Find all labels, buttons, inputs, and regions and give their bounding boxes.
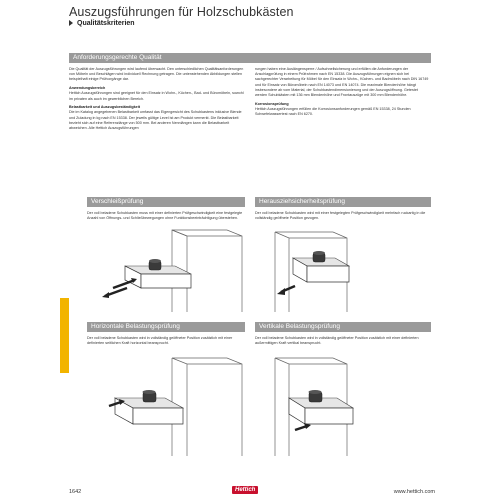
vertical-load-illustration bbox=[255, 356, 431, 456]
section-quality-header: Anforderungsgerechte Qualität bbox=[69, 53, 431, 63]
arrow-in-icon bbox=[113, 280, 135, 288]
paragraph-corrosion: Hettich Auszugsführungen erfüllen die Korrosionsanforderungen gemäß EN 15338, 24 Stunden Schwefelwassertest nach EN 6270. bbox=[255, 106, 411, 117]
page-title: Auszugsführungen für Holzschubkästen bbox=[69, 5, 294, 19]
panel-horizontal-load-text: Der voll beladene Schubkasten wird in vollständig geöffneter Position zusätzlich mit einer definierten seitlichen Kraft horizontal beansprucht. bbox=[87, 336, 233, 346]
panel-vertical-load bbox=[255, 322, 431, 346]
triangle-right-icon bbox=[69, 20, 73, 26]
page-subtitle-text: Qualitätskriterien bbox=[77, 20, 135, 27]
heading-application: Anwendungsbereich bbox=[69, 86, 106, 91]
panel-pullout-test bbox=[255, 197, 431, 221]
panel-pullout-test-text: Der voll beladene Schubkasten wird mit einer festgelegten Prüfgeschwindigkeit mehrfach ruckartig in die vollständig geöffnete Position gezogen. bbox=[255, 211, 426, 221]
paragraph-extension-stop: rungen haben eine Auslängensperre / Aufschnellsicherung und erfüllen die Anforderungen der Anschlagprüfung in einem Prüfrahmen nach EN 15338. Die Auszugsführungen eignen sich bei sachgerechter Verarbeitung für Möbel für den Einsatz in Wohn-, Küchen- und Badmöbeln nach DIN 16749 und für Einsatz von Büromöbeln nach EN 14073 und EN 14074. Die maximale Blendenhöhe hängt insbesondere ab vom Material, der Schubkastendimensionierung und der Auszugsöffnung. Getestet werden Schubkästen mit 136 mm Blendenhöhe und Frontauszüge mit 300 mm Blendenhöhe. bbox=[255, 67, 429, 98]
section-quality-right-column bbox=[255, 67, 431, 121]
panel-wear-test-header: Verschleißprüfung bbox=[87, 197, 245, 207]
horizontal-load-illustration bbox=[87, 356, 245, 456]
panel-horizontal-load-header: Horizontale Belastungsprüfung bbox=[87, 322, 245, 332]
heading-load-capacity: Belastbarkeit und Auszugsbeständigkeit bbox=[69, 105, 140, 110]
section-quality bbox=[69, 53, 431, 63]
section-quality-left-column bbox=[69, 67, 245, 135]
panel-vertical-load-header: Vertikale Belastungsprüfung bbox=[255, 322, 431, 332]
wear-test-illustration bbox=[87, 228, 245, 312]
page-subtitle bbox=[69, 20, 135, 27]
page-number: 1642 bbox=[69, 489, 82, 495]
hettich-logo: Hettich bbox=[232, 486, 258, 494]
pullout-test-illustration bbox=[255, 228, 431, 312]
website-link[interactable]: www.hettich.com bbox=[393, 489, 435, 495]
chapter-tab bbox=[60, 298, 69, 373]
panel-pullout-test-header: Herausziehsicherheitsprüfung bbox=[255, 197, 431, 207]
panel-wear-test bbox=[87, 197, 245, 221]
panel-horizontal-load bbox=[87, 322, 245, 346]
paragraph-application: Hettich Auszugsführungen sind geeignet für den Einsatz in Wohn-, Küchen-, Bad- und Büromöbeln, sowohl im privaten als auch im gewerblichen Bereich. bbox=[69, 91, 244, 101]
heading-corrosion: Korrosionsprüfung bbox=[255, 101, 289, 106]
quality-intro: Die Qualität der Auszugsführungen wird laufend überwacht. Den unterschiedlichen Qualitätsanforderungen von Möbeln und Beschlägen wird individuell Rechnung getragen. Die untenstehenden Abbildungen stellen beispielhaft einige Prüfvorgänge dar. bbox=[69, 67, 244, 82]
panel-vertical-load-text: Der voll beladene Schubkasten wird in vollständig geöffneter Position zusätzlich mit einer definierten außermittigen Kraft vertikal beansprucht. bbox=[255, 336, 419, 346]
paragraph-load-capacity: Die im Katalog angegebenen Belastbarkeit umfasst das Eigengewicht des Schubkastens inklusive Blende und Zuladung in kg nach EN 15338. Der jeweils gültige Level ist am Produkt vermerkt. Die Belastbarkeit bezieht sich auf eine Referenzlänge von 500 mm. Bei anderen Nennlängen kann die Belastbarkeit abweichen. Alle Hettich Auszugsführungen bbox=[69, 110, 242, 131]
panel-wear-test-text: Der voll beladene Schubkasten muss mit einer definierten Prüfgeschwindigkeit eine festgelegte Anzahl von Öffnungs- und Schließbewegungen ohne Funktionsbeeinträchtigung überstehen. bbox=[87, 211, 243, 221]
